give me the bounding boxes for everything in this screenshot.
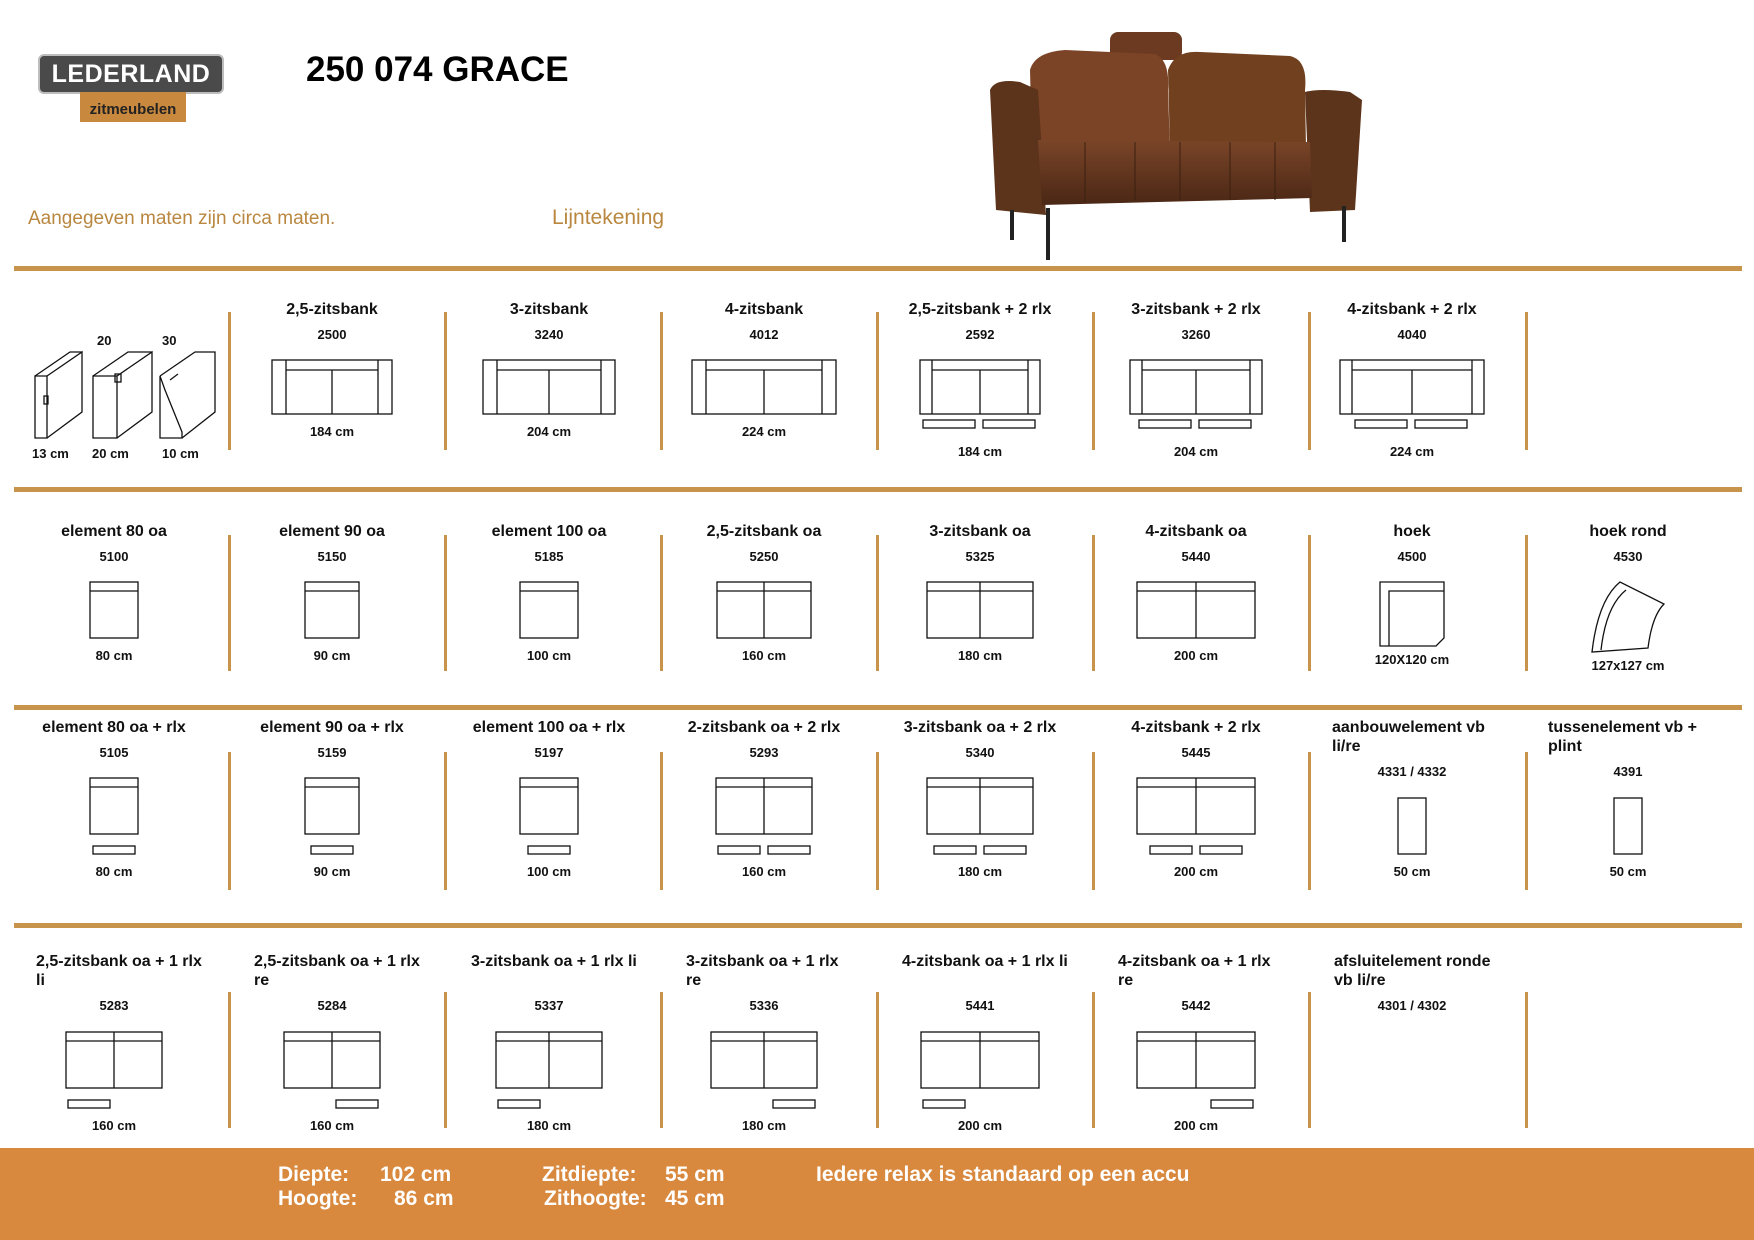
relax-footrest xyxy=(923,420,975,428)
module-line-drawing xyxy=(449,348,649,458)
relax-footrest xyxy=(1200,846,1242,854)
module-line-drawing xyxy=(880,570,1080,680)
module-code: 5440 xyxy=(1181,549,1211,564)
module-line-drawing xyxy=(232,348,432,458)
module-cell xyxy=(449,522,649,702)
relax-footrest xyxy=(984,846,1026,854)
module-outline xyxy=(1614,798,1642,854)
column-separator xyxy=(876,535,879,671)
module-width: 184 cm xyxy=(309,424,355,439)
module-width: 204 cm xyxy=(526,424,572,439)
module-cell xyxy=(1312,522,1512,702)
module-name: 3-zitsbank oa + 2 rlx xyxy=(903,719,1057,736)
column-separator xyxy=(444,535,447,671)
armrest-label-30: 30 xyxy=(162,333,177,348)
module-code: 4301 / 4302 xyxy=(1377,998,1447,1013)
module-width: 204 cm xyxy=(1173,444,1219,459)
relax-footrest xyxy=(1211,1100,1253,1108)
column-separator xyxy=(660,535,663,671)
module-cell xyxy=(449,952,649,1132)
module-cell xyxy=(1096,952,1296,1132)
seat-height-label: Zithoogte: xyxy=(544,1187,647,1210)
column-separator xyxy=(228,535,231,671)
module-cell xyxy=(880,300,1080,480)
specifications-footer xyxy=(0,1148,1754,1240)
module-name: 4-zitsbank + 2 rlx xyxy=(1347,301,1477,318)
module-cell xyxy=(449,300,649,480)
module-width: 90 cm xyxy=(313,864,351,879)
module-line-drawing xyxy=(232,766,432,876)
module-name: 2,5-zitsbank + 2 rlx xyxy=(908,301,1052,318)
relax-footrest xyxy=(336,1100,378,1108)
depth-value: 102 cm xyxy=(380,1163,452,1186)
armrest-label-20: 20 xyxy=(97,333,112,348)
module-code: 5150 xyxy=(317,549,347,564)
logo-wordmark: LEDERLAND xyxy=(38,54,224,94)
module-width: 160 cm xyxy=(309,1118,355,1133)
relax-battery-note: Iedere relax is standaard op een accu xyxy=(816,1163,1190,1186)
module-name: element 90 oa + rlx xyxy=(260,719,404,736)
module-width: 160 cm xyxy=(741,864,787,879)
column-separator xyxy=(1525,312,1528,450)
module-code: 5336 xyxy=(749,998,779,1013)
module-width: 180 cm xyxy=(526,1118,572,1133)
module-cell xyxy=(880,952,1080,1132)
module-line-drawing xyxy=(1096,1020,1296,1130)
module-width: 120X120 cm xyxy=(1374,652,1450,667)
module-line-drawing xyxy=(232,570,432,680)
relax-footrest xyxy=(528,846,570,854)
module-width: 180 cm xyxy=(741,1118,787,1133)
module-cell xyxy=(880,522,1080,702)
module-line-drawing xyxy=(232,1020,432,1130)
module-code: 5100 xyxy=(99,549,129,564)
relax-footrest xyxy=(93,846,135,854)
module-cell xyxy=(664,300,864,480)
module-width: 180 cm xyxy=(957,864,1003,879)
column-separator xyxy=(876,312,879,450)
module-code: 5197 xyxy=(534,745,564,760)
lederland-logo xyxy=(38,54,228,130)
module-name: element 100 oa + rlx xyxy=(472,719,626,736)
column-separator xyxy=(228,992,231,1128)
module-width: 224 cm xyxy=(741,424,787,439)
module-code: 5283 xyxy=(99,998,129,1013)
module-line-drawing xyxy=(14,1020,214,1130)
module-width: 127x127 cm xyxy=(1591,658,1665,673)
module-code: 2500 xyxy=(317,327,347,342)
column-separator xyxy=(444,992,447,1128)
separator-line xyxy=(14,266,1742,271)
module-code: 3240 xyxy=(534,327,564,342)
module-cell xyxy=(14,718,214,898)
module-width: 50 cm xyxy=(1393,864,1431,879)
module-name: 3-zitsbank oa + 1 rlx re xyxy=(686,953,839,989)
module-line-drawing xyxy=(880,766,1080,876)
column-separator xyxy=(444,312,447,450)
module-cell xyxy=(880,718,1080,898)
module-line-drawing xyxy=(449,1020,649,1130)
module-cell xyxy=(232,718,432,898)
module-name: 3-zitsbank xyxy=(509,301,589,318)
relax-footrest xyxy=(1199,420,1251,428)
relax-footrest xyxy=(498,1100,540,1108)
module-code: 3260 xyxy=(1181,327,1211,342)
column-separator xyxy=(876,992,879,1128)
depth-label: Diepte: xyxy=(278,1163,350,1186)
module-line-drawing xyxy=(449,570,649,680)
module-name: 3-zitsbank oa + 1 rlx li xyxy=(471,953,637,970)
module-width: 90 cm xyxy=(313,648,351,663)
height-value: 86 cm xyxy=(394,1187,454,1210)
column-separator xyxy=(660,992,663,1128)
armrest-dim-1: 13 cm xyxy=(32,446,69,461)
module-cell xyxy=(1312,718,1512,898)
module-code: 5159 xyxy=(317,745,347,760)
column-separator xyxy=(1092,992,1095,1128)
module-width: 184 cm xyxy=(957,444,1003,459)
relax-footrest xyxy=(1355,420,1407,428)
module-name: 2,5-zitsbank xyxy=(286,301,378,318)
module-code: 5441 xyxy=(965,998,995,1013)
module-width: 180 cm xyxy=(957,648,1003,663)
module-code: 4331 / 4332 xyxy=(1377,764,1447,779)
module-code: 5105 xyxy=(99,745,129,760)
module-width: 100 cm xyxy=(526,864,572,879)
module-line-drawing xyxy=(1312,786,1512,896)
column-separator xyxy=(1308,535,1311,671)
module-cell xyxy=(232,522,432,702)
relax-footrest xyxy=(768,846,810,854)
module-code: 4040 xyxy=(1397,327,1427,342)
module-code: 5325 xyxy=(965,549,995,564)
module-cell xyxy=(232,300,432,480)
module-width: 200 cm xyxy=(1173,864,1219,879)
module-cell xyxy=(1312,952,1512,1132)
module-width: 200 cm xyxy=(1173,648,1219,663)
module-name: 2,5-zitsbank oa + 1 rlx li xyxy=(36,953,202,989)
module-name: 2,5-zitsbank oa xyxy=(706,523,822,540)
module-name: 4-zitsbank oa + 1 rlx re xyxy=(1118,953,1271,989)
module-line-drawing xyxy=(1096,348,1296,458)
module-code: 5340 xyxy=(965,745,995,760)
module-width: 200 cm xyxy=(957,1118,1003,1133)
module-name: 4-zitsbank + 2 rlx xyxy=(1131,719,1261,736)
separator-line xyxy=(14,923,1742,928)
module-cell xyxy=(664,718,864,898)
column-separator xyxy=(1308,312,1311,450)
module-name: afsluitelement ronde vb li/re xyxy=(1334,953,1491,989)
module-name: hoek rond xyxy=(1589,523,1667,540)
column-separator xyxy=(228,752,231,890)
module-width: 80 cm xyxy=(95,864,133,879)
module-line-drawing xyxy=(664,1020,864,1130)
relax-footrest xyxy=(1150,846,1192,854)
height-label: Hoogte: xyxy=(278,1187,358,1210)
module-line-drawing xyxy=(880,348,1080,458)
module-code: 5442 xyxy=(1181,998,1211,1013)
module-line-drawing xyxy=(880,1020,1080,1130)
page-title: 250 074 GRACE xyxy=(306,50,569,89)
module-code: 4500 xyxy=(1397,549,1427,564)
module-line-drawing xyxy=(664,766,864,876)
module-line-drawing xyxy=(1528,786,1728,896)
module-name: 4-zitsbank oa + 1 rlx li xyxy=(902,953,1068,970)
module-cell xyxy=(232,952,432,1132)
module-line-drawing xyxy=(1096,766,1296,876)
module-name: tussenelement vb + plint xyxy=(1548,719,1697,755)
relax-footrest xyxy=(1139,420,1191,428)
module-cell xyxy=(664,952,864,1132)
column-separator xyxy=(1092,752,1095,890)
armrest-dim-3: 10 cm xyxy=(162,446,199,461)
module-name: 3-zitsbank oa xyxy=(929,523,1031,540)
module-name: aanbouwelement vb li/re xyxy=(1332,719,1485,755)
module-line-drawing xyxy=(14,766,214,876)
module-name: hoek xyxy=(1393,523,1431,540)
sofa-photo xyxy=(990,30,1445,265)
relax-footrest xyxy=(934,846,976,854)
relax-footrest xyxy=(1415,420,1467,428)
column-separator xyxy=(444,752,447,890)
column-separator xyxy=(1092,312,1095,450)
column-separator xyxy=(876,752,879,890)
module-code: 4012 xyxy=(749,327,779,342)
approx-measures-note: Aangegeven maten zijn circa maten. xyxy=(28,208,336,229)
module-cell xyxy=(1096,718,1296,898)
module-cell xyxy=(449,718,649,898)
column-separator xyxy=(1092,535,1095,671)
module-code: 5185 xyxy=(534,549,564,564)
module-width: 100 cm xyxy=(526,648,572,663)
module-width: 50 cm xyxy=(1609,864,1647,879)
logo-subtitle: zitmeubelen xyxy=(80,92,186,122)
module-width: 160 cm xyxy=(91,1118,137,1133)
relax-footrest xyxy=(718,846,760,854)
module-cell xyxy=(14,522,214,702)
column-separator xyxy=(1308,752,1311,890)
column-separator xyxy=(660,312,663,450)
module-code: 5250 xyxy=(749,549,779,564)
module-code: 4530 xyxy=(1613,549,1643,564)
module-name: 3-zitsbank + 2 rlx xyxy=(1131,301,1261,318)
module-code: 2592 xyxy=(965,327,995,342)
armrest-drawings xyxy=(20,300,230,450)
separator-line xyxy=(14,705,1742,710)
column-separator xyxy=(1308,992,1311,1128)
seat-depth-label: Zitdiepte: xyxy=(542,1163,637,1186)
relax-footrest xyxy=(68,1100,110,1108)
module-line-drawing xyxy=(14,570,214,680)
module-name: element 80 oa + rlx xyxy=(42,719,186,736)
module-outline xyxy=(1398,798,1426,854)
module-width: 80 cm xyxy=(95,648,133,663)
module-line-drawing xyxy=(1096,570,1296,680)
line-drawing-label: Lijntekening xyxy=(552,206,665,229)
relax-footrest xyxy=(773,1100,815,1108)
module-line-drawing xyxy=(1312,348,1512,458)
module-cell xyxy=(14,952,214,1132)
module-code: 5445 xyxy=(1181,745,1211,760)
relax-footrest xyxy=(311,846,353,854)
module-name: element 90 oa xyxy=(279,523,385,540)
module-width: 200 cm xyxy=(1173,1118,1219,1133)
module-cell xyxy=(1096,522,1296,702)
column-separator xyxy=(1525,992,1528,1128)
module-line-drawing xyxy=(664,348,864,458)
module-name: 4-zitsbank xyxy=(724,301,804,318)
relax-footrest xyxy=(983,420,1035,428)
module-name: element 100 oa xyxy=(491,523,607,540)
module-width: 224 cm xyxy=(1389,444,1435,459)
module-cell xyxy=(1528,718,1728,898)
module-code: 4391 xyxy=(1613,764,1643,779)
module-width: 160 cm xyxy=(741,648,787,663)
module-name: element 80 oa xyxy=(61,523,167,540)
module-cell xyxy=(664,522,864,702)
module-line-drawing xyxy=(664,570,864,680)
module-name: 2,5-zitsbank oa + 1 rlx re xyxy=(254,953,420,989)
separator-line xyxy=(14,487,1742,492)
relax-footrest xyxy=(923,1100,965,1108)
module-code: 5284 xyxy=(317,998,347,1013)
module-name: 2-zitsbank oa + 2 rlx xyxy=(687,719,841,736)
armrest-options xyxy=(20,300,230,470)
module-code: 5293 xyxy=(749,745,779,760)
seat-height-value: 45 cm xyxy=(665,1187,725,1210)
seat-depth-value: 55 cm xyxy=(665,1163,725,1186)
module-cell xyxy=(1528,522,1728,702)
module-code: 5337 xyxy=(534,998,564,1013)
armrest-dim-2: 20 cm xyxy=(92,446,129,461)
module-cell xyxy=(1312,300,1512,480)
column-separator xyxy=(660,752,663,890)
module-name: 4-zitsbank oa xyxy=(1145,523,1247,540)
module-line-drawing xyxy=(449,766,649,876)
module-cell xyxy=(1096,300,1296,480)
